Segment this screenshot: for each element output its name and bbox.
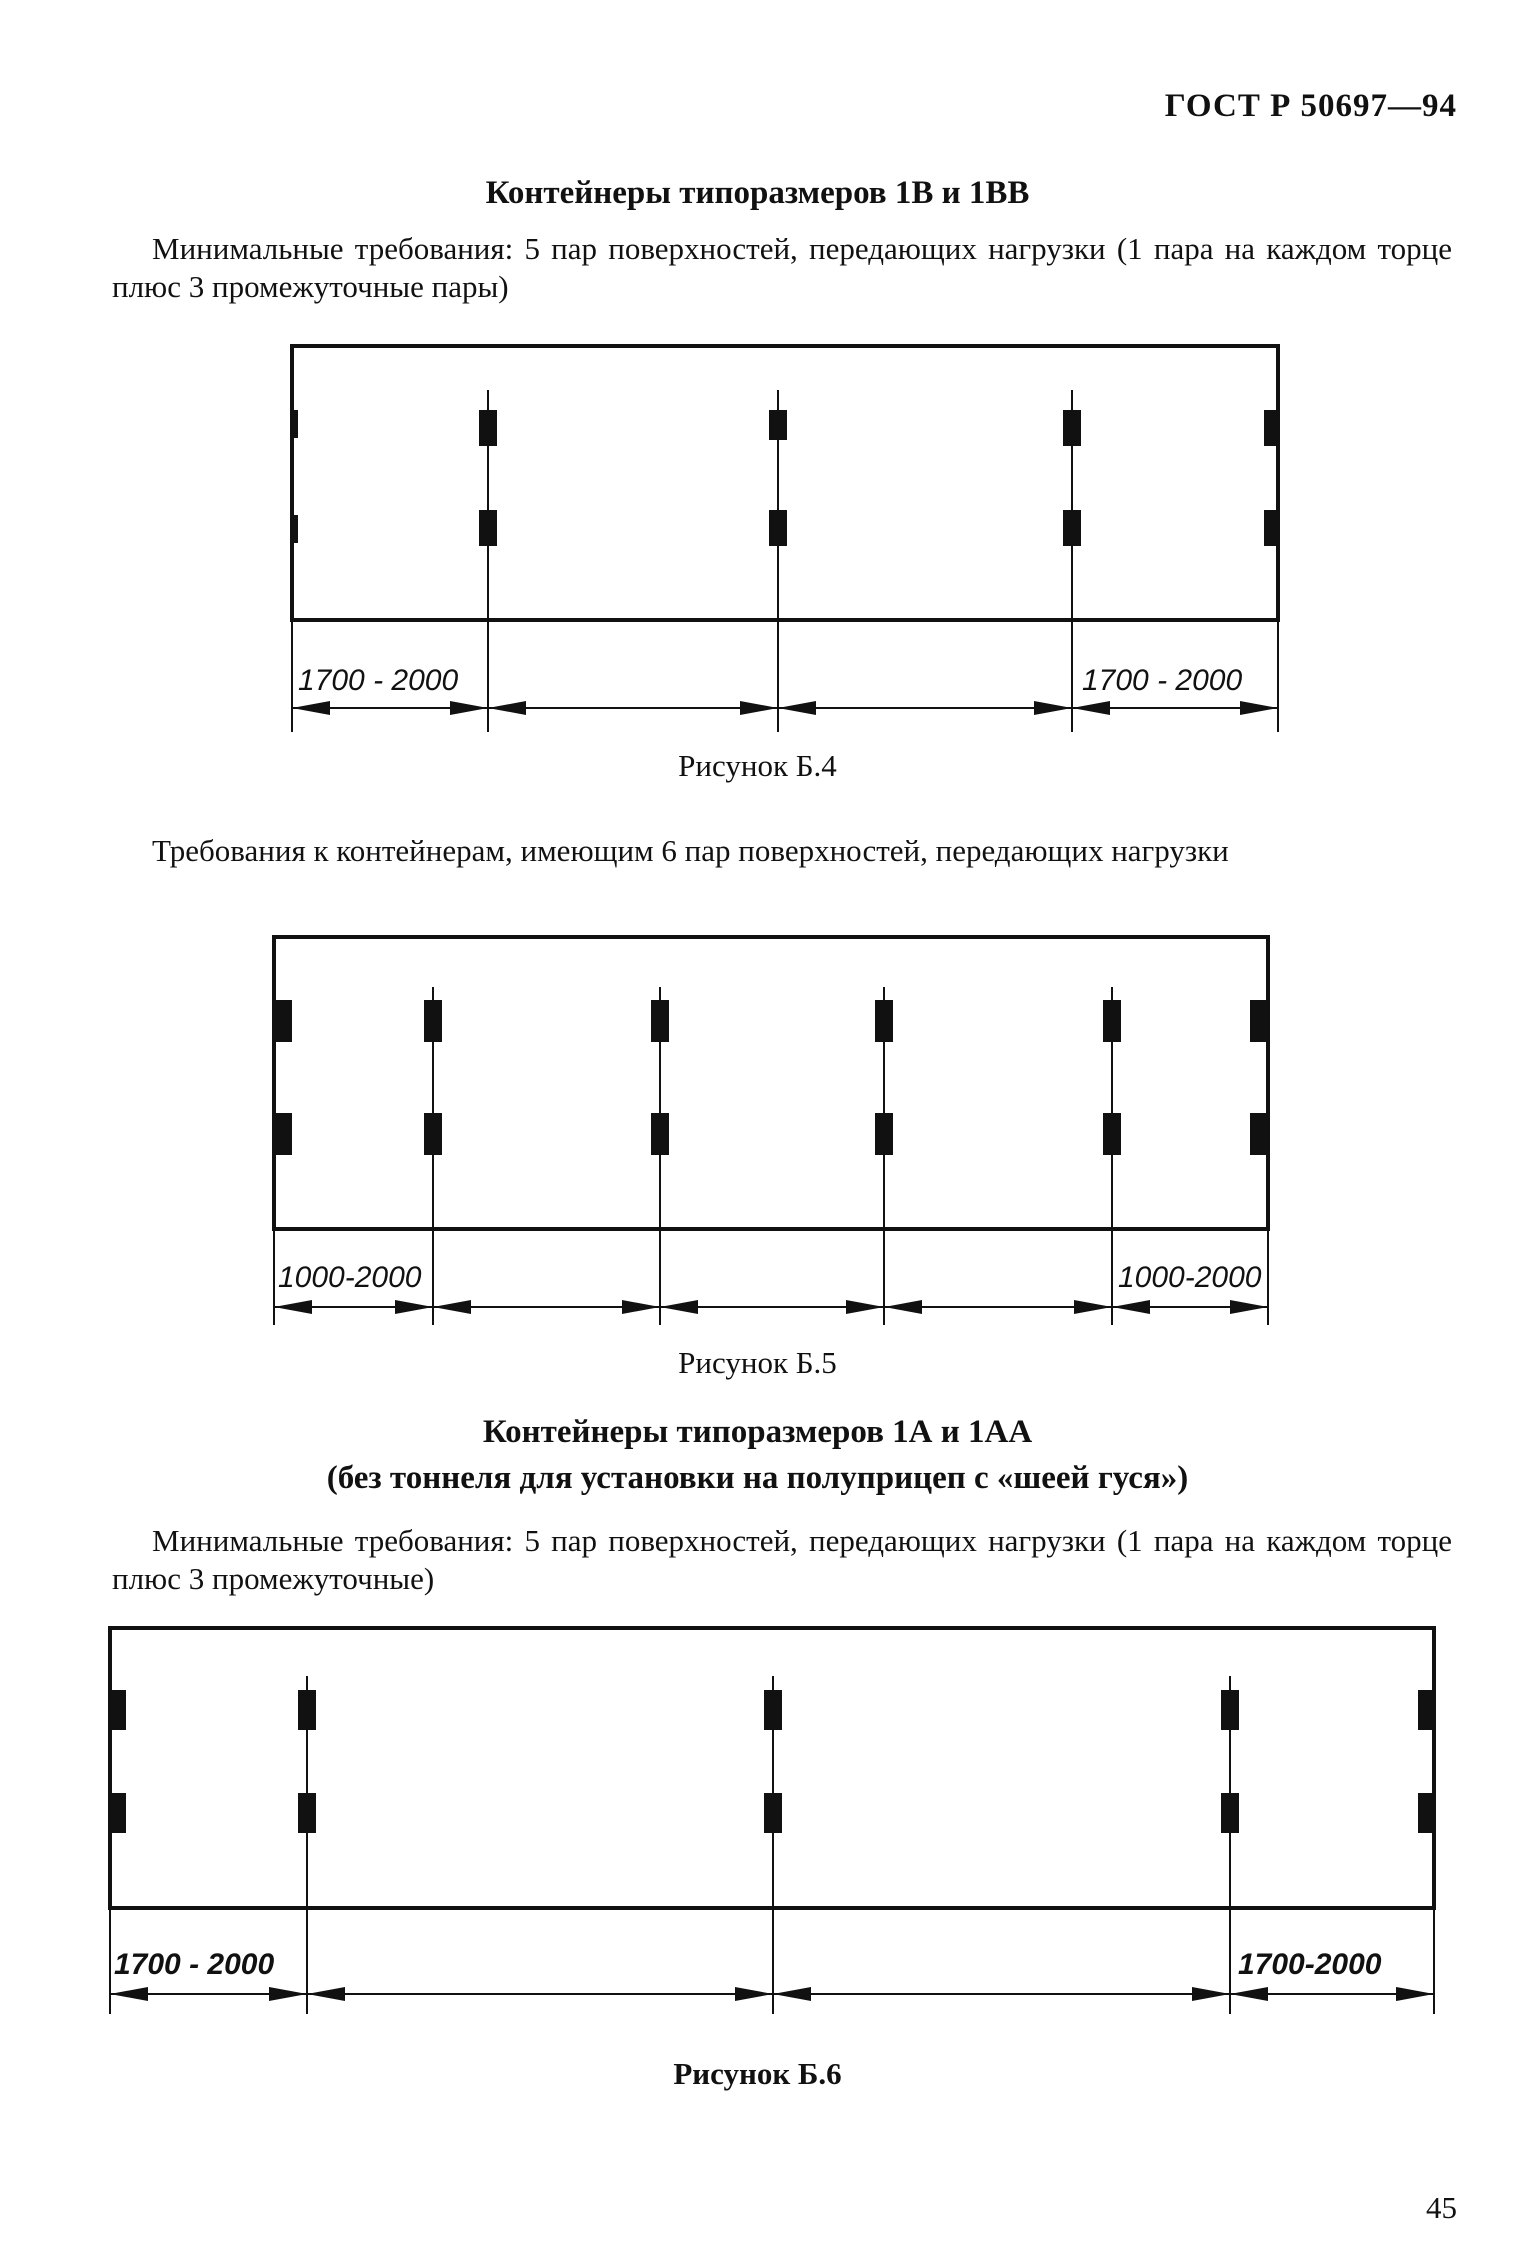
section-3-paragraph-text: Минимальные требования: 5 пар поверхностей, передающих нагрузки (1 пара на каждом торце плюс 3 промежуточные) [112, 1523, 1452, 1596]
section-2-paragraph [112, 832, 1452, 870]
page-number: 45 [1426, 2190, 1457, 2225]
figure-b6-caption: Рисунок Б.6 [673, 2056, 842, 2091]
figure-b4 [0, 330, 1515, 750]
load-pads [292, 410, 1278, 546]
section-3-heading-line-1: Контейнеры типоразмеров 1А и 1АА [482, 1414, 1033, 1450]
dimension-label-left: 1000-2000 [278, 1261, 422, 1294]
section-1-paragraph [112, 230, 1452, 306]
container-outline [292, 346, 1278, 620]
container-outline [274, 937, 1268, 1229]
dimension-label-left: 1700 - 2000 [298, 664, 459, 697]
dimension-label-right: 1700 - 2000 [1082, 664, 1243, 697]
section-3-heading-line-2: (без тоннеля для установки на полуприцеп с «шеей гуся») [326, 1460, 1189, 1496]
figure-b5 [0, 925, 1515, 1345]
dimension-label-left: 1700 - 2000 [114, 1948, 275, 1981]
standard-code: ГОСТ Р 50697—94 [1164, 88, 1457, 124]
figure-b6 [0, 1618, 1515, 2030]
section-1-heading: Контейнеры типоразмеров 1В и 1ВВ [485, 175, 1030, 211]
section-1-paragraph-text: Минимальные требования: 5 пар поверхностей, передающих нагрузки (1 пара на каждом торце плюс 3 промежуточные пары) [112, 231, 1452, 304]
figure-b5-caption: Рисунок Б.5 [678, 1345, 837, 1380]
dimension-label-right: 1000-2000 [1118, 1261, 1262, 1294]
figure-b4-caption: Рисунок Б.4 [678, 748, 837, 783]
load-pads [274, 1000, 1268, 1155]
section-2-paragraph-text: Требования к контейнерам, имеющим 6 пар поверхностей, передающих нагрузки [152, 833, 1229, 868]
dimension-label-right: 1700-2000 [1238, 1948, 1382, 1981]
section-3-paragraph [112, 1522, 1452, 1598]
